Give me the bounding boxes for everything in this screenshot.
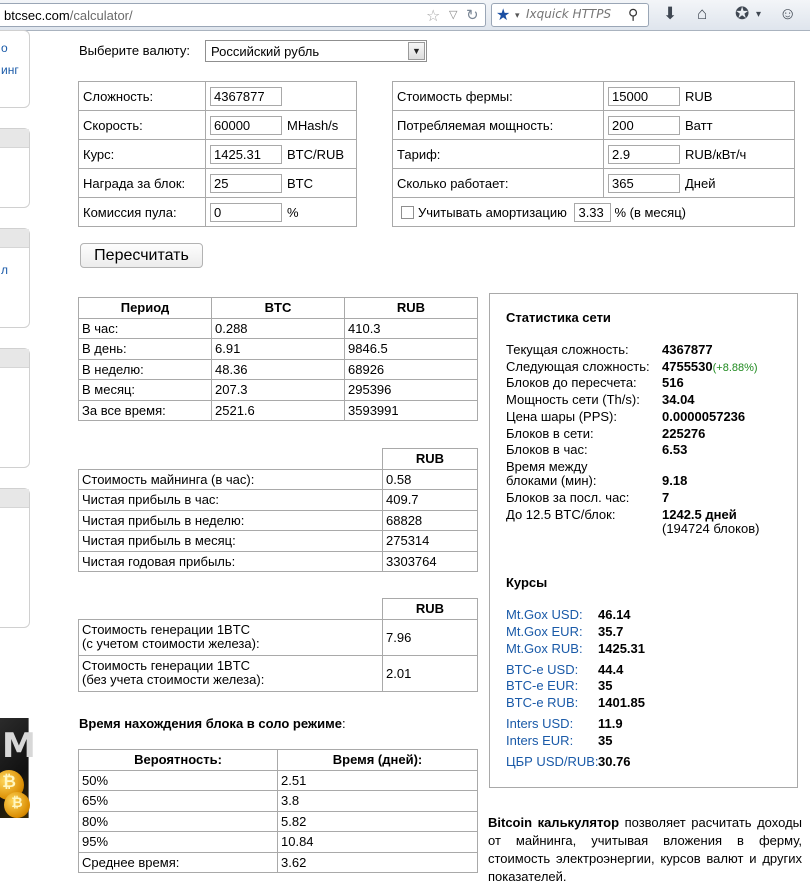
- cell-label: Стоимость майнинга (в час):: [79, 469, 383, 490]
- sidebar-link-fragment[interactable]: л: [1, 263, 9, 277]
- param-label: Тариф:: [393, 140, 604, 169]
- param-row-difficulty: [79, 82, 357, 111]
- table-row: [79, 400, 478, 421]
- cell-value: 68828: [383, 510, 478, 531]
- rate-link-cbr-usd-rub[interactable]: ЦБР USD/RUB:: [506, 754, 599, 769]
- cell-probability: 80%: [79, 811, 278, 832]
- cell-value: 7.96: [383, 619, 478, 655]
- param-label: Скорость:: [79, 111, 206, 140]
- param-label: Сложность:: [79, 82, 206, 111]
- cell-value: 409.7: [383, 490, 478, 511]
- param-unit: %: [287, 204, 299, 220]
- cell-label: Стоимость генерации 1BTC (без учета стоимости железа):: [79, 655, 383, 691]
- cell-label: Стоимость генерации 1BTC (с учетом стоимости железа):: [79, 619, 383, 655]
- chevron-down-icon[interactable]: ▼: [408, 42, 425, 60]
- amortization-checkbox[interactable]: [401, 206, 414, 219]
- param-unit: MHash/s: [287, 117, 339, 133]
- cell-days: 5.82: [278, 811, 478, 832]
- stat-value: 225276: [662, 426, 706, 441]
- currency-label: Выберите валюту:: [79, 43, 190, 58]
- table-row: [79, 551, 478, 572]
- stat-value: 6.53: [662, 442, 688, 457]
- cell-label: Чистая прибыль в месяц:: [79, 531, 383, 552]
- stat-value: 4367877: [662, 342, 713, 357]
- rate-input[interactable]: 1425.31: [210, 145, 282, 164]
- cell-label: Чистая прибыль в неделю:: [79, 510, 383, 531]
- table-row: [79, 770, 478, 791]
- farm-params-table: [392, 81, 795, 227]
- table-row: [79, 811, 478, 832]
- cell-period: В месяц:: [79, 380, 212, 401]
- cell-btc: 2521.6: [212, 400, 345, 421]
- rate-value: 1401.85: [598, 695, 645, 710]
- cell-period: В день:: [79, 339, 212, 360]
- bookmark-star-icon[interactable]: ☆: [426, 8, 441, 25]
- cell-days: 10.84: [278, 832, 478, 853]
- param-row-power: [393, 111, 795, 140]
- duration-input[interactable]: 365: [608, 174, 680, 193]
- sidebar-box-1: [0, 30, 30, 108]
- browser-toolbar: [0, 0, 810, 31]
- table-header-row: [79, 599, 478, 620]
- cell-probability: Среднее время:: [79, 852, 278, 873]
- profit-table: [78, 448, 478, 572]
- table-header-row: [79, 449, 478, 470]
- logo-letter: M: [2, 726, 36, 766]
- stat-label: До 12.5 BTC/блок:: [506, 507, 616, 522]
- amortization-unit: % (в месяц): [614, 204, 686, 220]
- param-label: Награда за блок:: [79, 169, 206, 198]
- table-row: [79, 852, 478, 873]
- stat-value: 516: [662, 375, 684, 390]
- table-row: [79, 359, 478, 380]
- tariff-input[interactable]: 2.9: [608, 145, 680, 164]
- cell-period: В час:: [79, 318, 212, 339]
- solo-section-title: Время нахождения блока в соло режиме:: [79, 716, 346, 731]
- cell-value: 275314: [383, 531, 478, 552]
- table-row: [79, 791, 478, 812]
- rate-link-btce-rub[interactable]: BTC-e RUB:: [506, 695, 579, 710]
- column-header: Период: [79, 298, 212, 319]
- table-row: [79, 339, 478, 360]
- currency-selected-value: Российский рубль: [211, 44, 320, 59]
- engine-dropdown-icon[interactable]: ▾: [515, 10, 520, 20]
- param-unit: BTC/RUB: [287, 146, 345, 162]
- cell-label: Чистая годовая прибыль:: [79, 551, 383, 572]
- cell-probability: 65%: [79, 791, 278, 812]
- calculator-description: Bitcoin калькулятор позволяет расчитать доходы от майнинга, учитывая вложения в ферму, стоимость электроэнергии, курсов валют и других показателей.: [488, 815, 802, 884]
- param-unit: Дней: [685, 175, 716, 191]
- stat-value: 0.0000057236: [662, 409, 746, 424]
- rate-link-btce-usd[interactable]: BTC-e USD:: [506, 662, 579, 677]
- stat-label: Следующая сложность:: [506, 359, 650, 374]
- param-unit: BTC: [287, 175, 313, 191]
- cell-period: За все время:: [79, 400, 212, 421]
- home-icon[interactable]: ⌂: [697, 4, 708, 23]
- column-header: Вероятность:: [79, 750, 278, 771]
- cell-period: В неделю:: [79, 359, 212, 380]
- cell-rub: 295396: [345, 380, 478, 401]
- param-label: Стоимость фермы:: [393, 82, 604, 111]
- search-engine-star-icon[interactable]: ★: [496, 7, 511, 24]
- banner-logo[interactable]: [0, 718, 36, 818]
- network-stats-panel: [489, 293, 798, 788]
- amortization-input[interactable]: 3.33: [574, 203, 611, 222]
- bookmarks-dropdown-icon[interactable]: ▾: [756, 9, 762, 20]
- table-row: [79, 318, 478, 339]
- param-row-pool-fee: [79, 198, 357, 227]
- column-header: RUB: [383, 599, 478, 620]
- table-row: [79, 531, 478, 552]
- stat-label: блоками (мин):: [506, 473, 597, 488]
- cell-label: Чистая прибыль в час:: [79, 490, 383, 511]
- pool-fee-input[interactable]: 0: [210, 203, 282, 222]
- cell-value: 3303764: [383, 551, 478, 572]
- period-table: [78, 297, 478, 421]
- stat-value: 34.04: [662, 392, 695, 407]
- param-unit: Ватт: [685, 117, 713, 133]
- param-row-duration: [393, 169, 795, 198]
- table-header-row: [79, 298, 478, 319]
- mining-params-table: [78, 81, 357, 227]
- cell-value: 2.01: [383, 655, 478, 691]
- cell-days: 3.62: [278, 852, 478, 873]
- farm-cost-input[interactable]: 15000: [608, 87, 680, 106]
- table-row: [79, 490, 478, 511]
- url-text[interactable]: btcsec.com/calculator/: [4, 8, 133, 23]
- param-row-rate: [79, 140, 357, 169]
- column-header: RUB: [345, 298, 478, 319]
- stat-label: Мощность сети (Th/s):: [506, 392, 640, 407]
- coin-icon: ₿: [4, 792, 30, 818]
- stat-label: Время между: [506, 459, 588, 474]
- stat-label: Блоков в час:: [506, 442, 588, 457]
- table-row: [79, 655, 478, 691]
- cell-value: 0.58: [383, 469, 478, 490]
- recalculate-button[interactable]: Пересчитать: [80, 243, 203, 268]
- stat-value: 4755530(+8.88%): [662, 359, 758, 374]
- sidebar-box-3: [0, 228, 30, 328]
- table-row: [79, 619, 478, 655]
- difficulty-input[interactable]: 4367877: [210, 87, 282, 106]
- rates-title: Курсы: [506, 575, 548, 590]
- sidebar-box-4: [0, 348, 30, 468]
- rate-link-inters-usd[interactable]: Inters USD:: [506, 716, 574, 731]
- reload-icon[interactable]: ↻: [466, 7, 479, 24]
- cell-rub: 9846.5: [345, 339, 478, 360]
- cell-rub: 410.3: [345, 318, 478, 339]
- rate-value: 11.9: [598, 716, 623, 731]
- history-dropdown-icon[interactable]: ▽: [449, 9, 458, 21]
- rate-value: 30.76: [598, 754, 631, 769]
- stat-value: 9.18: [662, 473, 688, 488]
- search-bar[interactable]: [491, 3, 649, 27]
- cell-days: 2.51: [278, 770, 478, 791]
- param-row-reward: [79, 169, 357, 198]
- cell-btc: 6.91: [212, 339, 345, 360]
- search-input[interactable]: [526, 7, 622, 21]
- param-label: Сколько работает:: [393, 169, 604, 198]
- power-input[interactable]: 200: [608, 116, 680, 135]
- amortization-label: Учитывать амортизацию: [418, 204, 567, 220]
- block-reward-input[interactable]: 25: [210, 174, 282, 193]
- rate-link-mtgox-eur[interactable]: Mt.Gox EUR:: [506, 624, 583, 639]
- stat-label: Текущая сложность:: [506, 342, 629, 357]
- cell-btc: 0.288: [212, 318, 345, 339]
- download-icon[interactable]: ⬇: [663, 4, 678, 23]
- rate-value: 1425.31: [598, 641, 645, 656]
- rate-value: 46.14: [598, 607, 631, 622]
- cell-probability: 50%: [79, 770, 278, 791]
- cell-btc: 207.3: [212, 380, 345, 401]
- currency-select[interactable]: [205, 40, 427, 62]
- sidebar-box-2: [0, 128, 30, 208]
- param-unit: RUB: [685, 88, 713, 104]
- bookmarks-menu-icon[interactable]: ✪: [735, 4, 750, 23]
- param-row-speed: [79, 111, 357, 140]
- cell-probability: 95%: [79, 832, 278, 853]
- cell-days: 3.8: [278, 791, 478, 812]
- address-bar[interactable]: [0, 3, 486, 27]
- rate-link-mtgox-usd[interactable]: Mt.Gox USD:: [506, 607, 583, 622]
- sidebar-link-fragment[interactable]: о: [1, 41, 8, 55]
- table-row: [79, 469, 478, 490]
- stat-value: 1242.5 дней (194724 блоков): [662, 507, 760, 536]
- column-header: RUB: [383, 449, 478, 470]
- search-icon[interactable]: ⚲: [628, 6, 639, 22]
- param-label: Комиссия пула:: [79, 198, 206, 227]
- column-header: BTC: [212, 298, 345, 319]
- generation-cost-table: [78, 598, 478, 692]
- param-row-farm-cost: [393, 82, 795, 111]
- table-row: [79, 510, 478, 531]
- rate-value: 44.4: [598, 662, 624, 677]
- coin-icon: ₿: [0, 770, 24, 800]
- stat-label: Блоков за посл. час:: [506, 490, 630, 505]
- table-row: [79, 832, 478, 853]
- cell-btc: 48.36: [212, 359, 345, 380]
- rate-value: 35.7: [598, 624, 624, 639]
- stat-label: Блоков до пересчета:: [506, 375, 637, 390]
- sidebar-box-5: [0, 488, 30, 628]
- rate-link-mtgox-rub[interactable]: Mt.Gox RUB:: [506, 641, 583, 656]
- param-unit: RUB/кВт/ч: [685, 146, 747, 162]
- cell-rub: 3593991: [345, 400, 478, 421]
- param-row-amortization: [393, 198, 795, 227]
- speed-input[interactable]: 60000: [210, 116, 282, 135]
- rate-link-inters-eur[interactable]: Inters EUR:: [506, 733, 574, 748]
- table-row: [79, 380, 478, 401]
- param-row-tariff: [393, 140, 795, 169]
- param-label: Потребляемая мощность:: [393, 111, 604, 140]
- rate-value: 35: [598, 733, 613, 748]
- addon-icon[interactable]: ☺: [779, 4, 797, 23]
- rate-link-btce-eur[interactable]: BTC-e EUR:: [506, 678, 579, 693]
- stat-value: 7: [662, 490, 670, 505]
- cell-rub: 68926: [345, 359, 478, 380]
- stats-title: Статистика сети: [506, 310, 611, 325]
- solo-table: [78, 749, 478, 873]
- sidebar-link-fragment[interactable]: инг: [1, 63, 19, 77]
- difficulty-change-badge: (+8.88%): [712, 362, 758, 374]
- stat-label: Цена шары (PPS):: [506, 409, 617, 424]
- table-header-row: [79, 750, 478, 771]
- column-header: Время (дней):: [278, 750, 478, 771]
- rate-value: 35: [598, 678, 613, 693]
- stat-label: Блоков в сети:: [506, 426, 594, 441]
- param-label: Курс:: [79, 140, 206, 169]
